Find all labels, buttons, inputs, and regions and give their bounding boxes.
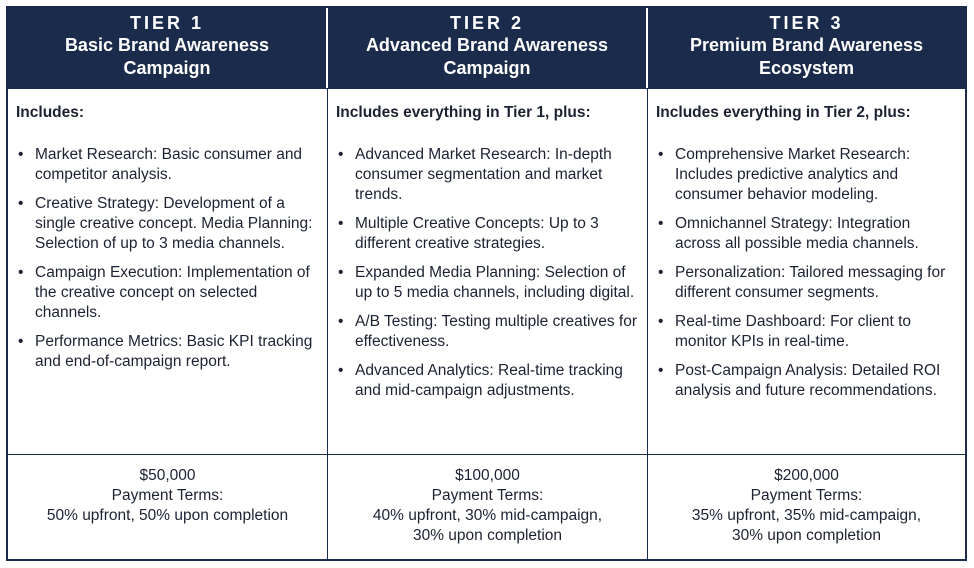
tier-2-includes-heading: Includes everything in Tier 1, plus: [336, 104, 591, 121]
tier-3-payment-terms-line1: 35% upfront, 35% mid-campaign, [691, 507, 922, 524]
tier-2-name-line1: Advanced Brand Awareness [365, 35, 609, 55]
list-item: • Personalization: Tailored messaging for different consumer segments. [675, 263, 957, 303]
tier-3-payment-label: Payment Terms: [750, 487, 863, 504]
tier-1-payment-terms: 50% upfront, 50% upon completion [46, 507, 289, 524]
tier-1-header [8, 8, 328, 88]
list-item: • Performance Metrics: Basic KPI tracking and end-of-campaign report. [35, 332, 319, 372]
pricing-table [6, 6, 967, 561]
list-item: • Multiple Creative Concepts: Up to 3 different creative strategies. [355, 214, 639, 254]
tier-2-features [328, 88, 648, 454]
tier-3-features [648, 88, 965, 454]
tier-2-payment-terms-line2: 30% upon completion [412, 527, 563, 544]
list-item: • Real-time Dashboard: For client to monitor KPIs in real-time. [675, 312, 957, 352]
tier-2-payment-terms-line1: 40% upfront, 30% mid-campaign, [372, 507, 603, 524]
tier-1-label: TIER 1 [129, 13, 204, 33]
tier-3-feature-list [656, 145, 957, 401]
list-item: • Expanded Media Planning: Selection of up to 5 media channels, including digital. [355, 263, 639, 303]
tier-2-payment-label: Payment Terms: [431, 487, 544, 504]
tier-1-name-line2: Campaign [123, 58, 211, 78]
tier-1-features [8, 88, 328, 454]
list-item: • Post-Campaign Analysis: Detailed ROI analysis and future recommendations. [675, 361, 957, 401]
tier-3-price: $200,000 [774, 467, 839, 484]
list-item: • Omnichannel Strategy: Integration across all possible media channels. [675, 214, 957, 254]
list-item: • Market Research: Basic consumer and competitor analysis. [35, 145, 319, 185]
tier-1-pricing [8, 454, 328, 559]
list-item: • Advanced Analytics: Real-time tracking and mid-campaign adjustments. [355, 361, 639, 401]
tier-3-pricing [648, 454, 965, 559]
list-item: • Comprehensive Market Research: Includes predictive analytics and consumer behavior modeling. [675, 145, 957, 205]
tier-2-label: TIER 2 [449, 13, 524, 33]
list-item: • Creative Strategy: Development of a single creative concept. Media Planning: Selection of up to 3 media channels. [35, 194, 319, 254]
tier-2-name-line2: Campaign [443, 58, 531, 78]
tier-1-price: $50,000 [139, 467, 196, 484]
tier-2-pricing [328, 454, 648, 559]
tier-2-feature-list [336, 145, 639, 401]
list-item: • A/B Testing: Testing multiple creatives for effectiveness. [355, 312, 639, 352]
list-item: • Campaign Execution: Implementation of the creative concept on selected channels. [35, 263, 319, 323]
tier-1-payment-label: Payment Terms: [111, 487, 224, 504]
tier-3-payment-terms-line2: 30% upon completion [731, 527, 882, 544]
tier-3-name-line1: Premium Brand Awareness [689, 35, 924, 55]
tier-3-label: TIER 3 [769, 13, 844, 33]
tier-3-header [648, 8, 965, 88]
list-item: • Advanced Market Research: In-depth consumer segmentation and market trends. [355, 145, 639, 205]
tier-3-includes-heading: Includes everything in Tier 2, plus: [656, 104, 911, 121]
tier-3-name-line2: Ecosystem [758, 58, 855, 78]
tier-2-price: $100,000 [455, 467, 520, 484]
tier-2-header [328, 8, 648, 88]
tier-1-includes-heading: Includes: [16, 104, 85, 121]
tier-1-feature-list [16, 145, 319, 372]
tier-1-name-line1: Basic Brand Awareness [64, 35, 270, 55]
